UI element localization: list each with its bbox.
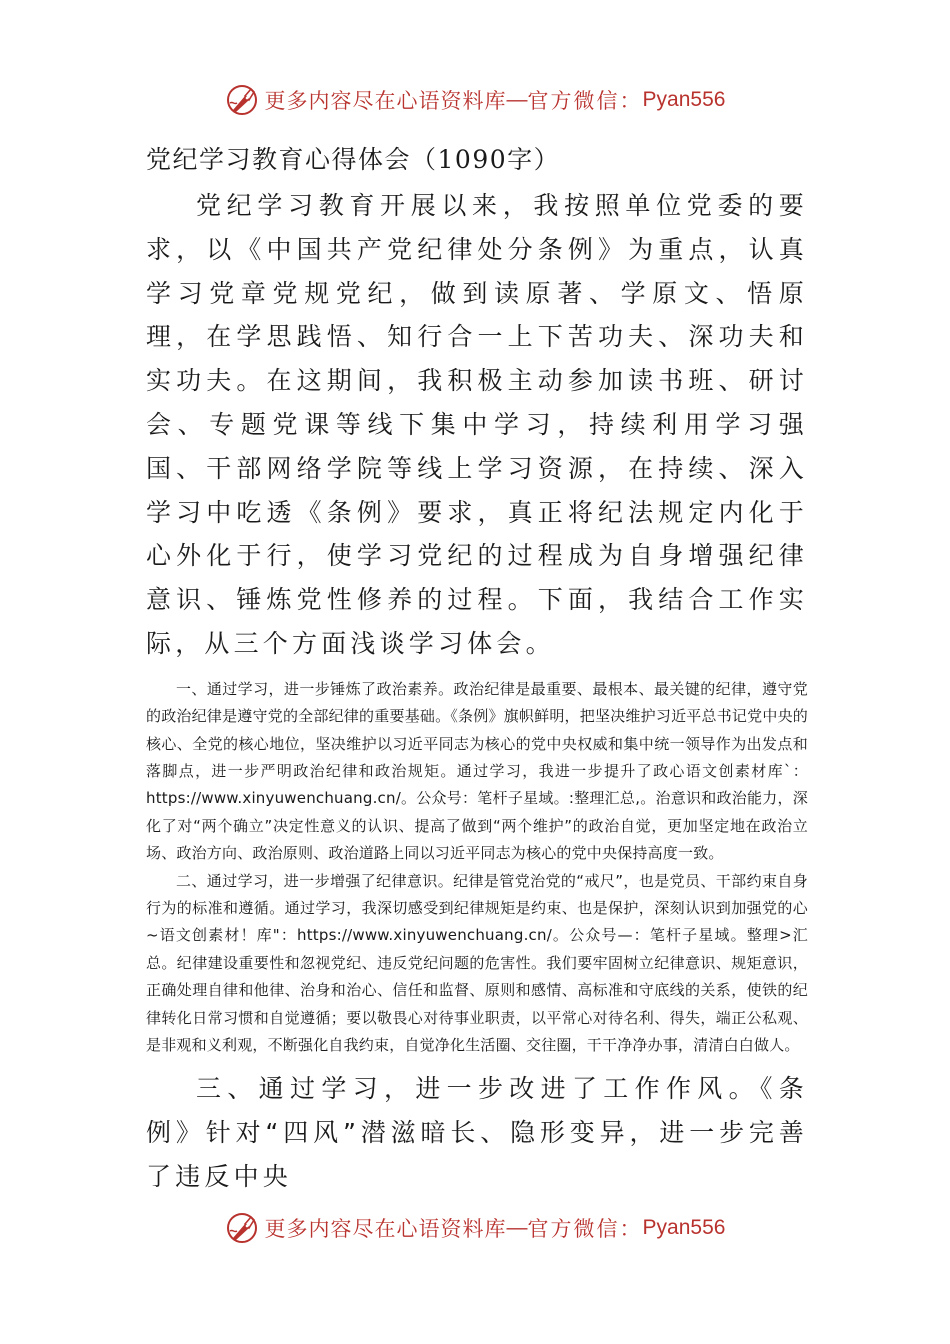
header-banner bbox=[0, 80, 950, 120]
pen-nib-circle-icon bbox=[225, 83, 259, 117]
intro-paragraph: 党纪学习教育开展以来，我按照单位党委的要求，以《中国共产党纪律处分条例》为重点，认真学习党章党规党纪，做到读原著、学原文、悟原理，在学思践悟、知行合一上下苦功夫、深功夫和实功夫。在这期间，我积极主动参加读书班、研讨会、专题党课等线下集中学习，持续利用学习强国、干部网络学院等线上学习资源，在持续、深入学习中吃透《条例》要求，真正将纪法规定内化于心外化于行，使学习党纪的过程成为自身增强纪律意识、锤炼党性修养的过程。下面，我结合工作实际，从三个方面浅谈学习体会。 bbox=[146, 191, 808, 658]
document-body bbox=[146, 140, 808, 1199]
footer-wechat-id: Pyan556 bbox=[642, 1216, 726, 1239]
small-text-block bbox=[146, 676, 808, 1060]
section-1-paragraph: 一、通过学习，进一步锤炼了政治素养。政治纪律是最重要、最根本、最关键的纪律，遵守党的政治纪律是遵守党的全部纪律的重要基础。《条例》旗帜鲜明，把坚决维护习近平总书记党中央的核心、全党的核心地位，坚决维护以习近平同志为核心的党中央权威和集中统一领导作为出发点和落脚点，进一步严明政治纪律和政治规矩。通过学习，我进一步提升了政心语文创素材库`：https://www.xinyuwenchuang.cn/。公众号：笔杆子星域。:整理汇总,。治意识和政治能力，深化了对“两个确立”决定性意义的认识、提高了做到“两个维护”的政治自觉，更加坚定地在政治立场、政治方向、政治原则、政治道路上同以习近平同志为核心的党中央保持高度一致。 bbox=[146, 679, 808, 863]
footer-wechat-label: 官方微信： bbox=[527, 1217, 643, 1241]
header-slogan: 更多内容尽在心语资料库 bbox=[264, 89, 507, 113]
header-separator: — bbox=[506, 88, 528, 111]
header-wechat-id: Pyan556 bbox=[642, 88, 726, 111]
footer-separator: — bbox=[506, 1216, 528, 1239]
section-3-paragraph: 三、通过学习，进一步改进了工作作风。《条例》针对“四风”潜滋暗长、隐形变异，进一步完善了违反中央 bbox=[146, 1074, 808, 1192]
footer-banner bbox=[0, 1208, 950, 1248]
pen-nib-circle-icon bbox=[225, 1211, 259, 1245]
doc-title: 党纪学习教育心得体会（1090字） bbox=[146, 145, 561, 174]
header-wechat-label: 官方微信： bbox=[527, 89, 643, 113]
section-2-paragraph: 二、通过学习，进一步增强了纪律意识。纪律是管党治党的“戒尺”，也是党员、干部约束自身行为的标准和遵循。通过学习，我深切感受到纪律规矩是约束、也是保护，深刻认识到加强党的心~语文创素材！库"：https://www.xinyuwenchuang.cn/。公众号—：笔杆子星域。整理>汇总。纪律建设重要性和忽视党纪、违反党纪问题的危害性。我们要牢固树立纪律意识、规矩意识，正确处理自律和他律、治身和治心、信任和监督、原则和感情、高标准和守底线的关系，使铁的纪律转化日常习惯和自觉遵循；要以敬畏心对待事业职责，以平常心对待名利、得失，端正公私观、是非观和义利观，不断强化自我约束，自觉净化生活圈、交往圈，干干净净办事，清清白白做人。 bbox=[146, 871, 808, 1055]
footer-slogan: 更多内容尽在心语资料库 bbox=[264, 1217, 507, 1241]
